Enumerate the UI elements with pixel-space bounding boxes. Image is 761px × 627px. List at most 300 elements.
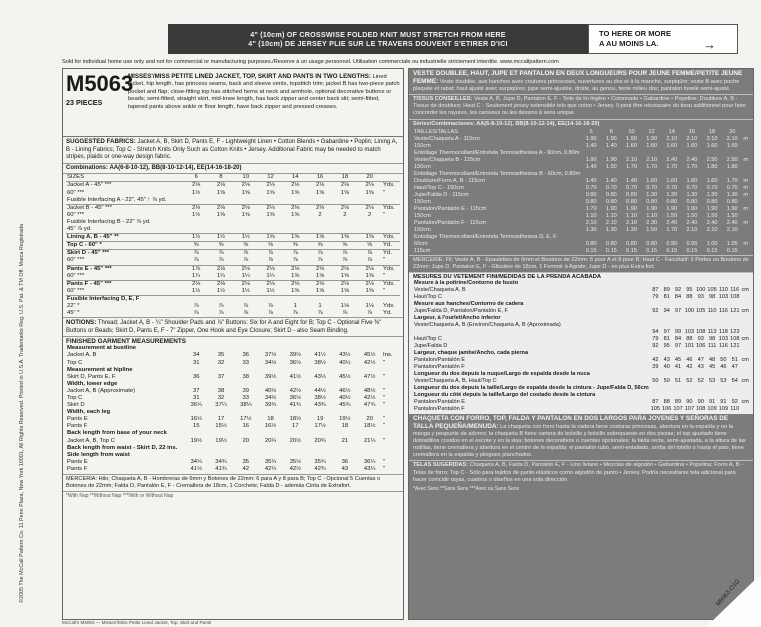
row-unit: [742, 227, 749, 234]
row-value: [729, 392, 740, 399]
row-value: [184, 452, 209, 459]
row-value: ⅞: [243, 257, 249, 264]
row-label: Entoilage Thermocollant/Entretela Termoadhesiva B - 60cm, 0.80m: [414, 170, 581, 177]
row-value: 103: [684, 328, 695, 335]
row-unit: ": [383, 423, 386, 430]
row-unit: Yds.: [382, 182, 400, 190]
row-value: [332, 197, 357, 205]
yardage-row: [66, 273, 400, 281]
row-value: ⅞: [218, 257, 224, 264]
row-value: 46½: [339, 387, 351, 394]
french-spanish-column: [408, 68, 754, 620]
metric-measurement-row: [413, 301, 750, 308]
row-value: 121: [730, 307, 740, 314]
row-value: 2⅛: [357, 182, 382, 190]
row-value: 50: [720, 356, 727, 363]
row-value: 2⅛: [357, 265, 382, 273]
row-value: [702, 150, 722, 157]
row-value: 2⅛: [283, 182, 308, 190]
row-value: ⅞: [332, 250, 357, 258]
row-value: 36¼: [363, 458, 376, 465]
row-unit: [740, 322, 749, 329]
row-value: 20: [366, 416, 373, 423]
row-value: ⅞: [317, 257, 323, 264]
row-value: 2⅛: [308, 265, 333, 273]
row-label: Longueur du côté depuis la taille/Largo del costado desde la cintura: [414, 391, 596, 398]
row-value: [258, 381, 283, 388]
row-value: 48: [708, 356, 716, 363]
row-unit: ": [383, 287, 386, 294]
row-unit: [740, 301, 749, 308]
metric-measurement-row: [413, 280, 750, 287]
row-value: [258, 445, 283, 452]
row-value: 2⅛: [332, 204, 357, 212]
row-value: [184, 226, 209, 234]
row-unit: m: [743, 205, 748, 212]
row-value: [581, 171, 601, 178]
row-value: [695, 301, 706, 308]
row-value: [662, 234, 682, 241]
row-value: 39½: [289, 352, 302, 359]
row-value: 2.40: [666, 156, 678, 163]
row-value: ⅞: [243, 310, 249, 317]
metric-measurements-box: [409, 273, 753, 414]
row-value: [706, 371, 717, 378]
row-label: Jacket A, B (Approximate): [67, 387, 136, 394]
row-value: 33: [242, 359, 250, 366]
measurement-row: [66, 395, 400, 402]
row-value: 1⅝: [365, 287, 374, 294]
row-value: [283, 226, 308, 234]
row-value: 34½: [264, 395, 277, 401]
row-value: 38½: [314, 359, 326, 366]
tissus-title: TISSUS CONSEILLES:: [413, 96, 473, 103]
row-value: 2⅛: [258, 265, 283, 273]
metric-row: [413, 206, 749, 213]
row-value: 35: [217, 352, 225, 359]
row-value: [650, 322, 661, 329]
row-label: Entoilage Thermocollant/Entretela Termoadhesiva A - 90cm, 0.80m: [414, 149, 580, 156]
metric-measurement-row: [413, 308, 750, 315]
metric-row: [413, 241, 749, 248]
row-value: 32: [217, 359, 225, 366]
row-value: 1⅞: [184, 265, 209, 273]
row-label: Measurement at hipline: [67, 366, 133, 373]
row-value: 1.90: [646, 205, 658, 212]
row-value: ⅝: [209, 242, 234, 250]
row-value: 2.40: [686, 219, 698, 226]
row-value: 92: [731, 398, 738, 405]
row-value: [706, 315, 717, 322]
row-label: Jacket A, B, Top C: [67, 437, 116, 444]
row-value: [661, 280, 672, 287]
row-value: 1.60: [706, 142, 718, 149]
row-label: Haut/Top C: [414, 335, 442, 342]
row-value: 1.70: [666, 226, 678, 233]
right-arrow-icon: →: [703, 37, 716, 52]
row-value: 1.90: [646, 135, 658, 142]
size-heading: 16: [316, 174, 324, 181]
measurement-row: [66, 388, 400, 395]
row-value: 1⅝: [315, 287, 325, 294]
row-label: Jupe/Falda D, Pantalon/Pantalón E, F: [414, 307, 508, 314]
row-value: [695, 350, 706, 357]
row-value: 116: [718, 307, 728, 314]
row-value: 1.60: [726, 142, 738, 149]
row-value: 1.30: [605, 226, 617, 233]
yardage-row: [66, 182, 400, 190]
row-value: 43: [697, 363, 704, 370]
row-value: 109: [707, 405, 717, 412]
row-label: 150cm: [414, 198, 431, 205]
row-value: 52: [686, 377, 693, 384]
row-value: 35¼: [264, 458, 277, 465]
row-value: [332, 452, 357, 459]
row-value: 2⅛: [332, 280, 357, 288]
row-value: 1¼: [216, 272, 226, 279]
row-value: 2⅛: [332, 182, 357, 190]
row-value: 2.10: [726, 135, 738, 142]
row-label: Pantalon/Pantalón F - 115cm: [414, 219, 487, 226]
metric-measurement-row: [413, 343, 750, 350]
row-value: [601, 150, 621, 157]
row-value: [706, 280, 717, 287]
row-unit: ": [383, 395, 386, 401]
row-value: 0.80: [605, 191, 617, 198]
row-unit: cm: [741, 307, 749, 314]
row-label: Pantalon/Pantalón F: [414, 363, 465, 370]
row-value: [209, 345, 234, 352]
row-label: Mesure aux hanches/Contorno de cadera: [414, 300, 524, 307]
row-value: [702, 171, 722, 178]
row-value: [672, 371, 683, 378]
row-value: 107: [673, 405, 683, 412]
row-value: 1.10: [626, 212, 637, 219]
row-unit: ": [383, 257, 386, 264]
row-value: [332, 445, 357, 452]
row-unit: [382, 409, 400, 416]
row-value: [661, 385, 672, 392]
row-value: [357, 409, 382, 416]
row-value: [308, 409, 333, 416]
row-value: [706, 322, 717, 329]
row-value: 79: [652, 293, 659, 300]
metric-row: [413, 164, 749, 171]
row-value: 2.40: [726, 219, 738, 226]
yardage-row: [66, 190, 400, 197]
row-label: Pantalon/Pantalón E - 115cm: [414, 205, 487, 212]
row-value: 79: [652, 335, 659, 342]
row-unit: Yds.: [382, 280, 400, 288]
row-value: 84: [674, 335, 682, 342]
row-value: 1¼: [241, 272, 250, 279]
row-value: [332, 295, 357, 303]
row-value: 2.10: [646, 156, 658, 163]
row-value: 35¾: [314, 458, 326, 465]
row-value: 45½: [363, 352, 376, 359]
row-value: [332, 430, 357, 437]
row-value: [729, 385, 740, 392]
row-unit: ": [383, 272, 386, 279]
row-unit: [740, 343, 749, 350]
row-label: 150cm: [414, 212, 431, 219]
row-unit: [382, 367, 400, 374]
row-unit: [740, 350, 749, 357]
row-value: 47½: [363, 373, 376, 380]
row-value: 100: [684, 307, 695, 314]
row-unit: m: [743, 191, 748, 198]
row-value: 1.50: [726, 212, 738, 219]
row-value: 1⅝: [266, 189, 275, 196]
row-value: 1.60: [646, 142, 658, 149]
row-value: [209, 295, 234, 303]
row-value: 43¼: [363, 465, 376, 472]
row-value: 1⅝: [357, 234, 382, 242]
finished-title: FINISHED GARMENT MEASUREMENTS: [66, 338, 187, 346]
metric-row: [413, 227, 749, 234]
row-value: [650, 315, 661, 322]
row-value: 16½: [190, 416, 202, 423]
size-heading: 18: [708, 128, 716, 135]
row-value: [706, 350, 717, 357]
row-value: [184, 445, 209, 452]
row-value: 48½: [363, 387, 376, 394]
metric-measurement-row: [413, 364, 750, 371]
row-value: ⅞: [209, 250, 234, 258]
row-value: 2⅛: [283, 265, 308, 273]
row-value: 108: [696, 405, 706, 412]
row-value: 108: [730, 335, 740, 342]
row-value: [672, 392, 683, 399]
row-value: 97: [674, 342, 682, 349]
row-value: 1.90: [666, 205, 678, 212]
measurement-row: [66, 367, 400, 374]
row-value: 1.40: [585, 163, 597, 170]
row-value: [672, 280, 683, 287]
row-label: Pantalon/Pantalón E: [414, 398, 466, 405]
row-value: 34¾: [215, 458, 227, 465]
row-value: [695, 315, 706, 322]
row-value: 1.10: [605, 212, 617, 219]
row-value: 1.70: [626, 163, 637, 170]
row-value: 2.10: [686, 226, 698, 233]
row-value: [650, 392, 661, 399]
row-value: [209, 367, 234, 374]
row-value: 95: [663, 342, 670, 349]
copyright-vertical: ©2005 The McCall Pattern Co. 11 Penn Plaza, New York 10001, All Rights Reserved. Printed in U.S.A. Trademarks Reg. U.S. Pat. & TM Off. Marca Registrada: [19, 224, 25, 603]
row-value: [601, 171, 621, 178]
row-label: Width, each leg: [67, 409, 111, 416]
row-value: [722, 150, 742, 157]
row-value: 1.30: [726, 191, 738, 198]
row-value: 1.50: [605, 163, 617, 170]
spanish-title: CHAQUETA CON FORRO, TOP, FALDA Y PANTALON EN DOS LARGOS PARA JOVENES Y SEÑORAS DE TALLA PEQUEÑA/MENUDA:: [413, 414, 729, 430]
row-label: Doublure/Forro A, B - 115cm: [414, 177, 485, 184]
row-value: 1.50: [706, 212, 718, 219]
size-heading: 10: [628, 128, 635, 135]
row-value: 1.70: [585, 205, 597, 212]
row-value: 2⅛: [233, 280, 258, 288]
row-value: [682, 150, 702, 157]
row-value: 1⅝: [216, 189, 226, 196]
metric-row: [413, 213, 749, 220]
row-value: 89: [663, 286, 670, 293]
row-value: 1⅝: [365, 272, 374, 279]
size-heading: 12: [648, 128, 655, 135]
row-value: 17½: [314, 423, 326, 430]
row-value: 39½: [264, 373, 277, 380]
row-value: ⅞: [308, 250, 333, 258]
row-value: 1.90: [706, 205, 718, 212]
row-value: [601, 234, 621, 241]
row-label: Lining A, B - 45" **: [66, 234, 184, 242]
row-value: 90: [697, 398, 704, 405]
series: Séries/Combinaciones: AA(6-8-10-12), BB(8-10-12-14), EE(14-16-18-20): [413, 120, 600, 127]
row-value: 42¼: [264, 465, 277, 472]
row-label: Side length from waist: [67, 451, 130, 458]
metric-measurement-row: [413, 350, 750, 357]
metric-row: [413, 199, 749, 206]
row-value: 81: [663, 293, 670, 300]
row-value: 105: [650, 405, 661, 412]
row-value: [642, 150, 662, 157]
row-value: 42½: [363, 395, 376, 401]
row-label: Jacket B - 45" ***: [66, 204, 184, 212]
row-value: ⅞: [268, 302, 273, 309]
row-label: Top C: [67, 395, 83, 401]
row-value: 19½: [215, 437, 227, 444]
french-intro: Veste doublée, aux hanches avec coutures princesses, ouvertures au dos et à la manche, surpiqûre; veste B avec poche plaquée et rabat; haut ajusté avec surpiqûres; jupe semi-ajustée, droite, au genou, fente milieu dos; pantalon fuselé semi-ajusté.: [413, 79, 740, 93]
row-value: [233, 197, 258, 205]
row-unit: [740, 371, 749, 378]
combinations: Combinations: AA(6-8-10-12), BB(8-10-12-14), EE(14-16-18-20): [63, 164, 403, 175]
row-value: 1.90: [626, 135, 637, 142]
row-value: 2.10: [706, 135, 718, 142]
row-value: 54: [731, 377, 738, 384]
description-title: MISSES'/MISS PETITE LINED JACKET, TOP, SKIRT AND PANTS IN TWO LENGTHS:: [128, 73, 371, 80]
row-value: [722, 234, 742, 241]
row-label: Haut/Top C: [414, 293, 442, 300]
row-label: Skirt D, Pants E, F: [67, 373, 116, 380]
row-value: [258, 295, 283, 303]
row-value: [729, 315, 740, 322]
row-value: 2.10: [726, 226, 738, 233]
row-value: ⅝: [233, 242, 258, 250]
row-value: [258, 197, 283, 205]
row-value: [209, 452, 234, 459]
row-label: Fusible Interfacing A - 22", 45" ↑ ⅞ yd.: [67, 196, 167, 203]
row-value: 110: [707, 307, 717, 314]
row-value: ⅞: [357, 250, 382, 258]
row-value: ⅞: [292, 310, 298, 317]
row-value: 0.70: [626, 184, 637, 191]
row-label: Top C - 60" *: [66, 242, 184, 250]
row-value: 1.90: [605, 205, 617, 212]
row-value: 93: [697, 293, 704, 300]
size-heading: 6: [589, 128, 593, 135]
row-value: 2⅛: [258, 204, 283, 212]
notions: [63, 317, 403, 337]
row-value: [184, 197, 209, 205]
row-label: 22" *: [67, 302, 80, 309]
row-unit: [740, 329, 749, 336]
row-unit: cm: [741, 356, 749, 363]
row-value: [662, 171, 682, 178]
yardage-row: [66, 257, 400, 265]
row-value: [184, 295, 209, 303]
row-value: [695, 385, 706, 392]
size-heading: 14: [668, 128, 675, 135]
row-value: [332, 219, 357, 226]
size-heading: 10: [242, 174, 249, 181]
row-value: [684, 301, 695, 308]
row-value: 1.50: [686, 212, 698, 219]
row-value: 0.15: [726, 247, 738, 254]
row-value: 105: [696, 307, 706, 314]
row-value: [357, 367, 382, 374]
row-value: ⅝: [332, 242, 357, 250]
row-value: [357, 295, 382, 303]
size-heading: 8: [219, 174, 223, 181]
row-value: 121: [730, 342, 740, 349]
row-value: 1.60: [686, 142, 698, 149]
row-value: 2⅛: [233, 204, 258, 212]
row-value: [283, 295, 308, 303]
row-value: ⅞: [367, 257, 373, 264]
row-value: [684, 350, 695, 357]
row-value: [308, 430, 333, 437]
row-value: 91: [708, 398, 716, 405]
row-value: 20¼: [264, 437, 277, 444]
row-value: 2.40: [666, 219, 678, 226]
row-value: ⅝: [283, 242, 308, 250]
row-value: 1.40: [605, 142, 617, 149]
row-label: Jacket A, B: [67, 352, 97, 359]
row-value: 43½: [339, 352, 351, 359]
row-value: [233, 226, 258, 234]
row-value: 18: [341, 423, 349, 430]
row-value: ⅞: [233, 250, 258, 258]
row-value: [184, 345, 209, 352]
row-value: 1.70: [666, 163, 678, 170]
metric-measurement-row: [413, 315, 750, 322]
row-value: 1.70: [726, 177, 738, 184]
row-value: 45½: [339, 373, 351, 380]
metric-measurement-row: [413, 287, 750, 294]
row-unit: [382, 295, 400, 303]
row-value: 88: [663, 398, 670, 405]
metric-yardage-wrap: [409, 129, 753, 255]
row-value: 0.80: [626, 198, 637, 205]
row-value: 2.10: [706, 226, 718, 233]
row-value: 1⅝: [291, 272, 300, 279]
metric-measurement-row: [413, 329, 750, 336]
row-value: 18: [267, 416, 274, 423]
row-value: 1.05: [726, 240, 738, 247]
row-unit: Yd.: [382, 250, 400, 258]
row-value: 1⅝: [332, 234, 357, 242]
row-unit: [742, 213, 749, 220]
size-heading: 6: [194, 174, 198, 181]
row-label: Top C: [67, 359, 83, 366]
row-value: [357, 381, 382, 388]
row-unit: Yd.: [382, 242, 400, 250]
size-header-row: [66, 174, 400, 182]
row-value: 40: [663, 363, 670, 370]
row-value: [706, 385, 717, 392]
row-value: 1.90: [585, 156, 597, 163]
row-value: 1.90: [605, 135, 617, 142]
